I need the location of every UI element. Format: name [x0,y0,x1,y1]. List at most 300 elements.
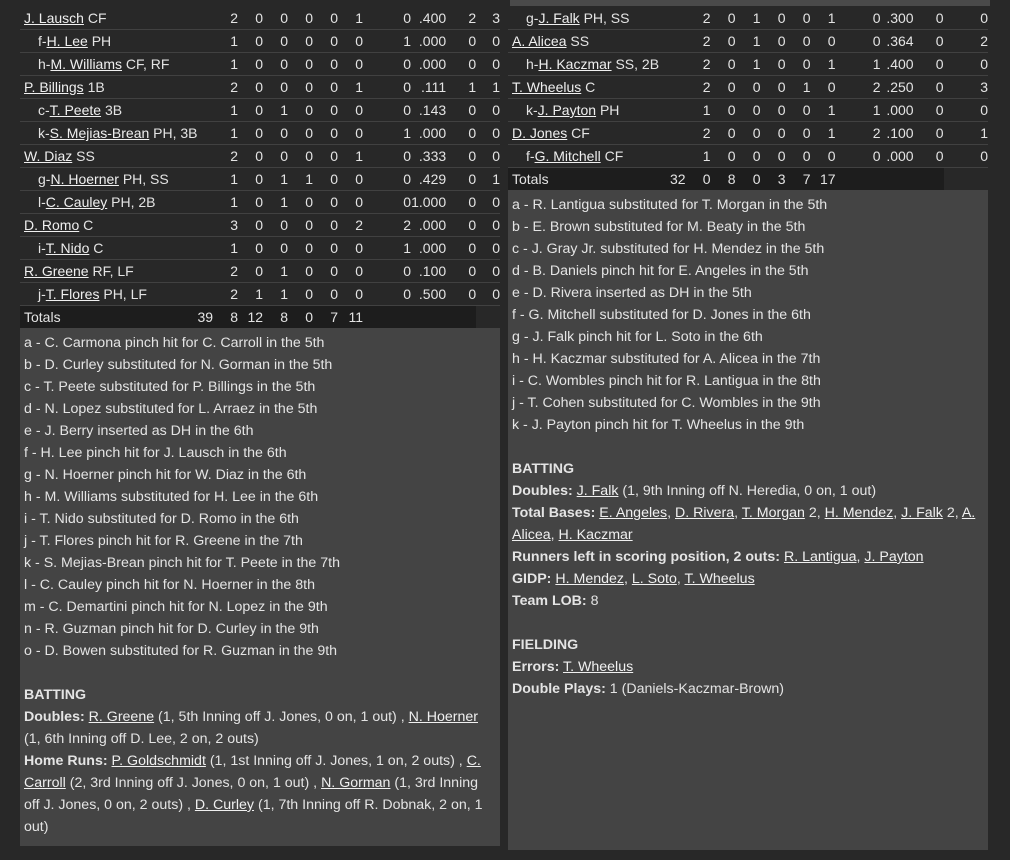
stat-cell: 0 [711,30,736,53]
stat-cell: 0 [736,145,761,168]
stat-cell: 0 [711,145,736,168]
stat-cell: 0 [363,99,411,122]
stat-cell: 1 [736,53,761,76]
stat-cell: 3 [476,7,500,30]
player-cell [20,7,198,30]
stat-cell: 1 [736,7,761,30]
substitution-note: b - E. Brown substituted for M. Beaty in the 5th [512,219,806,235]
double-plays-line: Double Plays: 1 (Daniels-Kaczmar-Brown) [512,681,785,697]
substitution-note: i - T. Nido substituted for D. Romo in the 6th [24,511,299,527]
position-label: SS [76,148,95,164]
batting-heading: BATTING [24,687,86,703]
top-divider [510,0,990,6]
home-notes-panel [508,190,988,850]
away-batting-table [20,7,500,328]
stat-cell: 0 [761,30,786,53]
stat-cell: 0 [263,30,288,53]
player-link[interactable]: J. Falk [901,505,943,521]
stat-cell: 0 [446,30,476,53]
player-link[interactable]: R. Lantigua [783,549,857,565]
player-link[interactable]: T. Peete [49,102,102,118]
stat-cell: 0 [786,145,811,168]
totals-ab: 39 [198,306,214,329]
substitution-note: j - T. Flores pinch hit for R. Greene in the 7th [24,533,303,549]
player-cell [20,99,198,122]
position-label: 3B [104,102,123,118]
total-bases-line: Total Bases: E. Angeles, D. Rivera, T. Morgan 2, H. Mendez, J. Falk 2, A. Alicea, H. Kaczmar [512,505,976,543]
player-link[interactable]: H. Mendez [824,505,894,521]
stat-cell: 0 [338,122,363,145]
stat-cell: .333 [411,145,446,168]
stat-cell: 0 [238,260,263,283]
stat-cell: .000 [411,122,446,145]
stat-cell: 0 [446,237,476,260]
stat-cell: 0 [761,122,786,145]
player-cell [20,122,198,145]
player-link[interactable]: H. Kaczmar [558,527,633,543]
stat-cell: 1 [213,191,238,214]
position-label: SS, 2B [615,56,660,72]
stat-cell: 2 [213,7,238,30]
substitution-note: g - J. Falk pinch hit for L. Soto in the 6th [512,329,763,345]
stat-cell: 1 [836,53,881,76]
stat-cell: 2 [213,283,238,306]
stat-cell: 0 [476,237,500,260]
stat-cell: 0 [446,168,476,191]
stat-cell: 0 [711,53,736,76]
player-row [508,7,988,30]
stat-cell: .000 [411,53,446,76]
player-link[interactable]: D. Romo [24,217,80,233]
stat-cell: 0 [476,30,500,53]
totals-r: 8 [213,306,238,329]
player-link[interactable]: E. Angeles [599,505,668,521]
player-link[interactable]: T. Nido [45,240,90,256]
stat-cell: 0 [263,214,288,237]
player-link[interactable]: T. Wheelus [684,571,755,587]
position-label: PH, 3B [153,125,198,141]
player-link[interactable]: A. Alicea [512,505,976,543]
stat-cell: 0 [914,7,944,30]
player-link[interactable]: R. Greene [24,263,89,279]
stat-cell: 0 [914,122,944,145]
player-cell [20,53,198,76]
player-row [20,145,500,168]
stat-cell: 0 [338,260,363,283]
stat-cell: 1 [811,99,836,122]
player-cell [20,237,198,260]
doubles-line: Doubles: R. Greene (1, 5th Inning off J. Jones, 0 on, 1 out) , N. Hoerner (1, 6th Inning off D. Lee, 2 on, 2 outs) [24,709,478,747]
player-link[interactable]: W. Diaz [24,148,73,164]
totals-r: 0 [686,168,711,191]
stat-cell: .100 [411,260,446,283]
player-row [508,76,988,99]
substitution-note: h - M. Williams substituted for H. Lee in the 6th [24,489,319,505]
player-cell [20,283,198,306]
substitution-note: c - J. Gray Jr. substituted for H. Mendez in the 5th [512,241,825,257]
player-row [20,237,500,260]
stat-cell: 1 [263,168,288,191]
batting-heading: BATTING [512,461,574,477]
stat-cell: 1 [363,122,411,145]
stat-cell: 2 [446,7,476,30]
totals-label: Totals [20,306,198,329]
stat-cell: 0 [446,191,476,214]
team-lob-line: Team LOB: 8 [512,593,599,609]
player-link[interactable]: T. Flores [45,286,100,302]
stat-cell: 1 [686,99,711,122]
stat-cell: 1 [213,168,238,191]
position-label: CF [571,125,590,141]
substitution-note: c - T. Peete substituted for P. Billings in the 5th [24,379,316,395]
sub-letter: l- [38,194,46,210]
stat-cell: .111 [411,76,446,99]
player-cell [508,122,670,145]
stat-cell: 0 [288,7,313,30]
doubles-line: Doubles: J. Falk (1, 9th Inning off N. Heredia, 0 on, 1 out) [512,483,877,499]
stat-cell: 0 [761,53,786,76]
sub-letter: g- [526,10,539,26]
substitution-note: k - J. Payton pinch hit for T. Wheelus in the 9th [512,417,805,433]
stat-cell: 0 [288,76,313,99]
substitution-note: g - N. Hoerner pinch hit for W. Diaz in the 6th [24,467,307,483]
stat-cell: 0 [811,76,836,99]
stat-cell: 2 [686,53,711,76]
stat-cell: 0 [238,122,263,145]
player-cell [20,30,198,53]
player-row [20,214,500,237]
stat-cell: 0 [711,122,736,145]
stat-cell: 0 [476,191,500,214]
player-link[interactable]: J. Payton [537,102,597,118]
home-runs-line: Home Runs: P. Goldschmidt (1, 1st Inning off J. Jones, 1 on, 2 outs) , C. Carroll (2, 3rd Inning off J. Jones, 0 on, 1 out) , N. Gorman (1, 3rd Inning off J. Jones, 0 on, 2 outs) , D. Curley (1, 7th Inning off R. Dobnak, 2 on, 1 out) [24,753,483,835]
stat-cell: 1 [263,99,288,122]
player-link[interactable]: H. Lee [46,33,88,49]
stat-cell: 0 [786,122,811,145]
player-link[interactable]: A. Alicea [512,33,567,49]
player-cell [508,30,670,53]
away-notes-panel [20,328,500,846]
position-label: RF, LF [92,263,134,279]
stat-cell: 0 [446,145,476,168]
stat-cell: 0 [944,53,988,76]
position-label: PH, LF [103,286,147,302]
away-totals-row [20,306,500,329]
stat-cell: 1 [836,99,881,122]
player-row [20,30,500,53]
player-link[interactable]: P. Billings [24,79,84,95]
stat-cell: 0 [363,168,411,191]
substitution-note: f - G. Mitchell substituted for D. Jones in the 6th [512,307,811,323]
stat-cell: 1 [238,283,263,306]
totals-h: 8 [711,168,736,191]
stat-cell: 1.000 [411,191,446,214]
stat-cell: 0 [263,237,288,260]
stat-cell: 0 [836,145,881,168]
player-link[interactable]: C. Cauley [45,194,108,210]
substitution-note: i - C. Wombles pinch hit for R. Lantigua in the 8th [512,373,821,389]
stat-cell: 0 [914,30,944,53]
stat-cell: 0 [711,7,736,30]
stat-cell: 0 [288,30,313,53]
stat-cell: 2 [836,122,881,145]
substitution-note: a - R. Lantigua substituted for T. Morgan in the 5th [512,197,828,213]
stat-cell: 0 [288,214,313,237]
substitution-note: d - B. Daniels pinch hit for E. Angeles in the 5th [512,263,809,279]
player-cell [20,76,198,99]
stat-cell: 0 [363,260,411,283]
stat-cell: 0 [288,122,313,145]
home-totals-row [508,168,988,191]
stat-cell: 0 [238,30,263,53]
stat-cell: 0 [338,237,363,260]
home-batting-table [508,7,988,190]
player-link[interactable]: G. Mitchell [534,148,601,164]
fielding-heading: FIELDING [512,637,579,653]
stat-cell: 1 [736,30,761,53]
stat-cell: 0 [288,191,313,214]
risp-line: Runners left in scoring position, 2 outs: R. Lantigua, J. Payton [512,549,924,565]
stat-cell: 0 [313,99,338,122]
stat-cell: 0 [313,76,338,99]
substitution-note: f - H. Lee pinch hit for J. Lausch in the 6th [24,445,287,461]
stat-cell: 0 [786,30,811,53]
totals-k: 17 [811,168,836,191]
stat-cell: 1 [338,76,363,99]
stat-cell: 0 [761,76,786,99]
player-link[interactable]: T. Wheelus [512,79,582,95]
sub-letter: g- [38,171,51,187]
player-cell [20,260,198,283]
player-cell [20,145,198,168]
stat-cell: 0 [761,7,786,30]
totals-k: 11 [338,306,363,329]
player-link[interactable]: M. Williams [50,56,122,72]
player-link[interactable]: D. Jones [512,125,568,141]
stat-cell: 0 [476,53,500,76]
player-row [20,191,500,214]
player-link[interactable]: J. Payton [864,549,924,565]
stat-cell: 1 [363,237,411,260]
player-link[interactable]: J. Falk [576,483,619,499]
player-link[interactable]: P. Goldschmidt [111,753,206,769]
player-cell [508,99,670,122]
stat-cell: 2 [836,76,881,99]
stat-cell: 0 [761,145,786,168]
stat-cell: 2 [686,30,711,53]
player-link[interactable]: C. Carroll [24,753,481,791]
position-label: PH [599,102,620,118]
player-link[interactable]: D. Rivera [675,505,735,521]
player-row [508,53,988,76]
stat-cell: 0 [238,214,263,237]
player-row [20,168,500,191]
substitution-note: o - D. Bowen substituted for R. Guzman in the 9th [24,643,338,659]
stat-cell: 0 [811,30,836,53]
stat-cell: 0 [238,99,263,122]
sub-letter: h- [526,56,539,72]
errors-line: Errors: T. Wheelus [512,659,634,675]
stat-cell: 0 [313,237,338,260]
player-row [20,122,500,145]
totals-rbi: 8 [263,306,288,329]
stat-cell: 0 [446,122,476,145]
player-row [20,283,500,306]
stat-cell: 0 [313,214,338,237]
player-link[interactable]: N. Hoerner [408,709,478,725]
stat-cell: 0 [338,30,363,53]
player-link[interactable]: J. Falk [538,10,580,26]
player-link[interactable]: L. Soto [631,571,677,587]
player-link[interactable]: H. Kaczmar [538,56,612,72]
sub-letter: k- [526,102,538,118]
stat-cell: 2 [686,76,711,99]
stat-cell: 1 [476,76,500,99]
stat-cell: 0 [288,53,313,76]
stat-cell: 0 [238,53,263,76]
substitution-note: m - C. Demartini pinch hit for N. Lopez in the 9th [24,599,328,615]
substitution-note: d - N. Lopez substituted for L. Arraez in the 5th [24,401,318,417]
stat-cell: 2 [213,76,238,99]
stat-cell: 0 [313,191,338,214]
stat-cell: 0 [288,260,313,283]
stat-cell: 0 [446,214,476,237]
stat-cell: .300 [881,7,914,30]
stat-cell: 1 [811,53,836,76]
sub-letter: h- [38,56,51,72]
totals-ab: 32 [670,168,686,191]
position-label: PH, SS [122,171,169,187]
substitution-note: a - C. Carmona pinch hit for C. Carroll in the 5th [24,335,325,351]
player-row [508,99,988,122]
stat-cell: 0 [313,168,338,191]
totals-bb: 7 [786,168,811,191]
stat-cell: 0 [736,122,761,145]
player-row [508,122,988,145]
stat-cell: 0 [711,99,736,122]
stat-cell: 0 [363,191,411,214]
stat-cell: 0 [736,99,761,122]
stat-cell: 0 [263,122,288,145]
stat-cell: 1 [811,122,836,145]
stat-cell: 0 [238,145,263,168]
player-link[interactable]: N. Gorman [321,775,391,791]
player-link[interactable]: D. Curley [194,797,255,813]
stat-cell: 0 [313,145,338,168]
player-row [508,30,988,53]
stat-cell: .364 [881,30,914,53]
player-cell [508,7,670,30]
player-row [20,7,500,30]
player-cell [20,168,198,191]
stat-cell: 1 [338,7,363,30]
stat-cell: 0 [944,99,988,122]
home-boxscore [508,7,988,850]
player-link[interactable]: J. Lausch [24,10,84,26]
stat-cell: 0 [338,53,363,76]
stat-cell: 0 [238,76,263,99]
stat-cell: 1 [338,145,363,168]
stat-cell: 1 [213,99,238,122]
player-cell [508,145,670,168]
substitution-note: e - J. Berry inserted as DH in the 6th [24,423,254,439]
player-link[interactable]: R. Greene [88,709,155,725]
position-label: PH [91,33,112,49]
stat-cell: 0 [288,283,313,306]
player-row [20,260,500,283]
stat-cell: 0 [313,30,338,53]
stat-cell: 0 [238,191,263,214]
stat-cell: 0 [914,53,944,76]
substitution-notes [512,194,984,436]
stat-cell: 0 [338,191,363,214]
substitution-note: k - S. Mejias-Brean pinch hit for T. Peete in the 7th [24,555,340,571]
substitution-notes [24,332,496,662]
stat-cell: 0 [288,237,313,260]
substitution-note: j - T. Cohen substituted for C. Wombles in the 9th [512,395,821,411]
player-link[interactable]: T. Wheelus [563,659,634,675]
stat-cell: 0 [476,283,500,306]
player-cell [20,214,198,237]
stat-cell: 0 [446,283,476,306]
position-label: CF [604,148,624,164]
stat-cell: 0 [836,30,881,53]
stat-cell: 1 [213,122,238,145]
stat-cell: 0 [786,53,811,76]
stat-cell: 0 [313,283,338,306]
stat-cell: 2 [686,7,711,30]
player-link[interactable]: T. Morgan [741,505,805,521]
stat-cell: 1 [811,7,836,30]
stat-cell: 0 [363,53,411,76]
stat-cell: .143 [411,99,446,122]
stat-cell: 0 [944,145,988,168]
stat-cell: 1 [476,168,500,191]
stat-cell: 0 [288,99,313,122]
totals-h: 12 [238,306,263,329]
stat-cell: 2 [338,214,363,237]
sub-letter: k- [38,125,50,141]
player-link[interactable]: H. Mendez [555,571,624,587]
stat-cell: 0 [338,283,363,306]
stat-cell: 0 [313,260,338,283]
stat-cell: 0 [263,7,288,30]
player-row [20,53,500,76]
substitution-note: l - C. Cauley pinch hit for N. Hoerner in the 8th [24,577,315,593]
stat-cell: 1 [213,30,238,53]
position-label: PH, 2B [111,194,156,210]
stat-cell: .100 [881,122,914,145]
stat-cell: .000 [881,145,914,168]
stat-cell: 2 [686,122,711,145]
player-row [508,145,988,168]
player-link[interactable]: N. Hoerner [50,171,119,187]
position-label: 1B [87,79,105,95]
stat-cell: .400 [411,7,446,30]
position-label: CF, RF [125,56,170,72]
stat-cell: 0 [313,7,338,30]
stat-cell: 0 [476,260,500,283]
stat-cell: 0 [711,76,736,99]
stat-cell: .400 [881,53,914,76]
stat-cell: 1 [213,53,238,76]
stat-cell: 1 [263,191,288,214]
stat-cell: 0 [338,168,363,191]
sub-letter: f- [526,148,535,164]
player-link[interactable]: S. Mejias-Brean [49,125,150,141]
stat-cell: 0 [836,7,881,30]
stat-cell: 0 [476,145,500,168]
